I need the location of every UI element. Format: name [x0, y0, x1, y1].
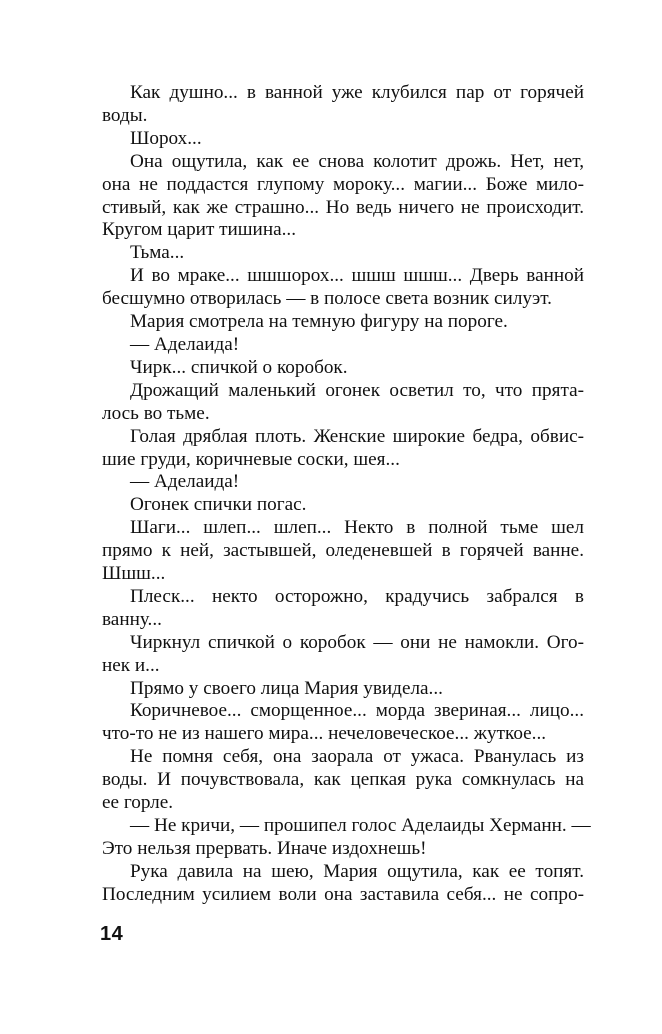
paragraph	[102, 861, 584, 907]
text-line: Тьма...	[130, 242, 185, 264]
paragraph	[102, 494, 584, 517]
text-line: стивый, как же страшно... Но ведь ничего не происходит.	[102, 196, 584, 218]
paragraph	[102, 746, 584, 815]
text-line: Не помня себя, она заорала от ужаса. Рванулась из	[130, 746, 584, 768]
paragraph	[102, 426, 584, 472]
text-line: Это нельзя прервать. Иначе издохнешь!	[102, 837, 427, 859]
paragraph	[102, 678, 584, 701]
text-line: Последним усилием воли она заставила себя... не сопро-	[102, 883, 584, 905]
text-line: — Аделаида!	[130, 471, 240, 493]
page-number: 14	[100, 923, 124, 945]
body-text	[102, 82, 591, 907]
text-line: что-то не из нашего мира... нечеловеческое... жуткое...	[102, 723, 547, 745]
paragraph	[102, 82, 584, 128]
text-line: прямо к ней, застывшей, оледеневшей в горячей ванне.	[102, 540, 584, 562]
paragraph	[102, 242, 584, 265]
text-line: — Не кричи, — прошипел голос Аделаиды Херманн. —	[130, 815, 591, 836]
text-line: Огонек спички погас.	[130, 494, 307, 516]
text-line: Кругом царит тишина...	[102, 219, 296, 241]
paragraph	[102, 700, 584, 746]
paragraph	[102, 380, 584, 426]
text-line: Чиркнул спичкой о коробок — они не намокли. Ого-	[130, 631, 584, 653]
text-line: лось во тьме.	[102, 402, 210, 424]
text-line: Рука давила на шею, Мария ощутила, как ее топят.	[130, 860, 584, 882]
paragraph	[102, 815, 591, 861]
text-line: ее горле.	[102, 792, 174, 814]
paragraph	[102, 151, 584, 243]
paragraph	[102, 311, 584, 334]
text-line: шие груди, коричневые соски, шея...	[102, 448, 400, 470]
text-line: — Аделаида!	[130, 333, 240, 355]
text-line: Чирк... спичкой о коробок.	[130, 356, 348, 378]
text-line: Шорох...	[130, 127, 202, 149]
paragraph	[102, 265, 584, 311]
text-line: ванну...	[102, 608, 162, 630]
text-line: воды. И почувствовала, как цепкая рука сомкнулась на	[102, 769, 584, 791]
text-line: И во мраке... шшшорох... шшш шшш... Дверь ванной	[130, 265, 584, 287]
text-line: Она ощутила, как ее снова колотит дрожь. Нет, нет,	[130, 150, 584, 172]
text-line: Плеск... некто осторожно, крадучись забрался в	[130, 585, 584, 607]
text-line: Как душно... в ванной уже клубился пар от горячей	[130, 82, 584, 103]
paragraph	[102, 357, 584, 380]
text-line: Голая дряблая плоть. Женские широкие бедра, обвис-	[130, 425, 584, 447]
text-line: Коричневое... сморщенное... морда звериная... лицо...	[130, 700, 584, 722]
text-line: Дрожащий маленький огонек осветил то, что прята-	[130, 379, 584, 401]
text-line: Прямо у своего лица Мария увидела...	[130, 677, 443, 699]
text-line: Шшш...	[102, 563, 166, 585]
text-line: Шаги... шлеп... шлеп... Некто в полной тьме шел	[130, 517, 584, 539]
paragraph	[102, 471, 584, 494]
text-line: бесшумно отворилась — в полосе света возник силуэт.	[102, 288, 552, 310]
paragraph	[102, 517, 584, 586]
text-line: она не поддастся глупому мороку... магии... Боже мило-	[102, 173, 584, 195]
paragraph	[102, 128, 584, 151]
paragraph	[102, 586, 584, 632]
text-line: Мария смотрела на темную фигуру на пороге.	[130, 311, 508, 333]
paragraph	[102, 632, 584, 678]
paragraph	[102, 334, 584, 357]
text-line: нек и...	[102, 654, 160, 676]
text-line: воды.	[102, 104, 148, 126]
